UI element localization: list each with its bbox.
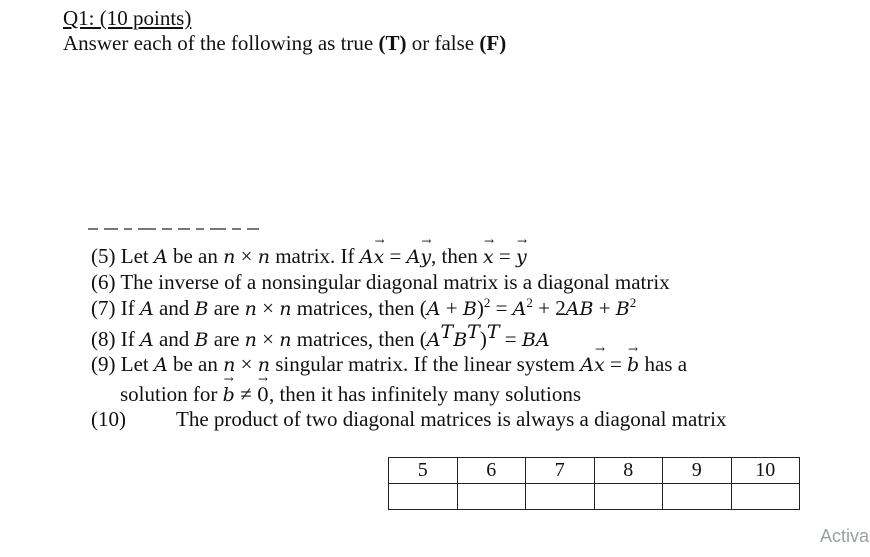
answer-cell-10[interactable] — [731, 484, 800, 510]
question-9-continued: solution for b → ≠ 0 →, then it has infinitely many solutions — [120, 382, 581, 407]
answer-header-5: 5 — [389, 458, 458, 484]
activation-watermark: Activa — [820, 526, 870, 546]
question-10-number: (10) — [91, 407, 126, 431]
answer-cell-7[interactable] — [526, 484, 595, 510]
answer-cell-6[interactable] — [457, 484, 526, 510]
false-label: (F) — [479, 31, 507, 55]
question-title: Q1: (10 points) — [63, 6, 192, 30]
answer-table-input-row — [389, 484, 800, 510]
true-label: (T) — [378, 31, 407, 55]
question-9: (9) Let A be an n × n singular matrix. If the linear system Ax → = b → has a — [91, 352, 687, 377]
question-10-text: The product of two diagonal matrices is always a diagonal matrix — [176, 407, 727, 431]
activation-watermark-subtext — [820, 549, 870, 557]
answer-table — [388, 457, 800, 510]
answer-cell-8[interactable] — [594, 484, 663, 510]
question-5: (5) Let A be an n × n matrix. If Ax → = Ay →, then x → = y → — [91, 244, 527, 269]
answer-header-8: 8 — [594, 458, 663, 484]
answer-header-6: 6 — [457, 458, 526, 484]
question-8: (8) If A and B are n × n matrices, then $(A^TB^T)^T$ = BA — [91, 321, 550, 351]
answer-table-header-row — [389, 458, 800, 484]
answer-cell-9[interactable] — [663, 484, 732, 510]
answer-header-9: 9 — [663, 458, 732, 484]
cropped-text-remnant — [88, 228, 278, 234]
answer-header-7: 7 — [526, 458, 595, 484]
question-6: (6) The inverse of a nonsingular diagonal matrix is a diagonal matrix — [91, 270, 670, 294]
instruction-line: Answer each of the following as true (T) or false (F) — [63, 31, 507, 55]
answer-cell-5[interactable] — [389, 484, 458, 510]
question-7: (7) If A and B are n × n matrices, then $(A + B)^2 = A^2 + 2AB + B^2$ — [91, 295, 637, 320]
answer-header-10: 10 — [731, 458, 800, 484]
